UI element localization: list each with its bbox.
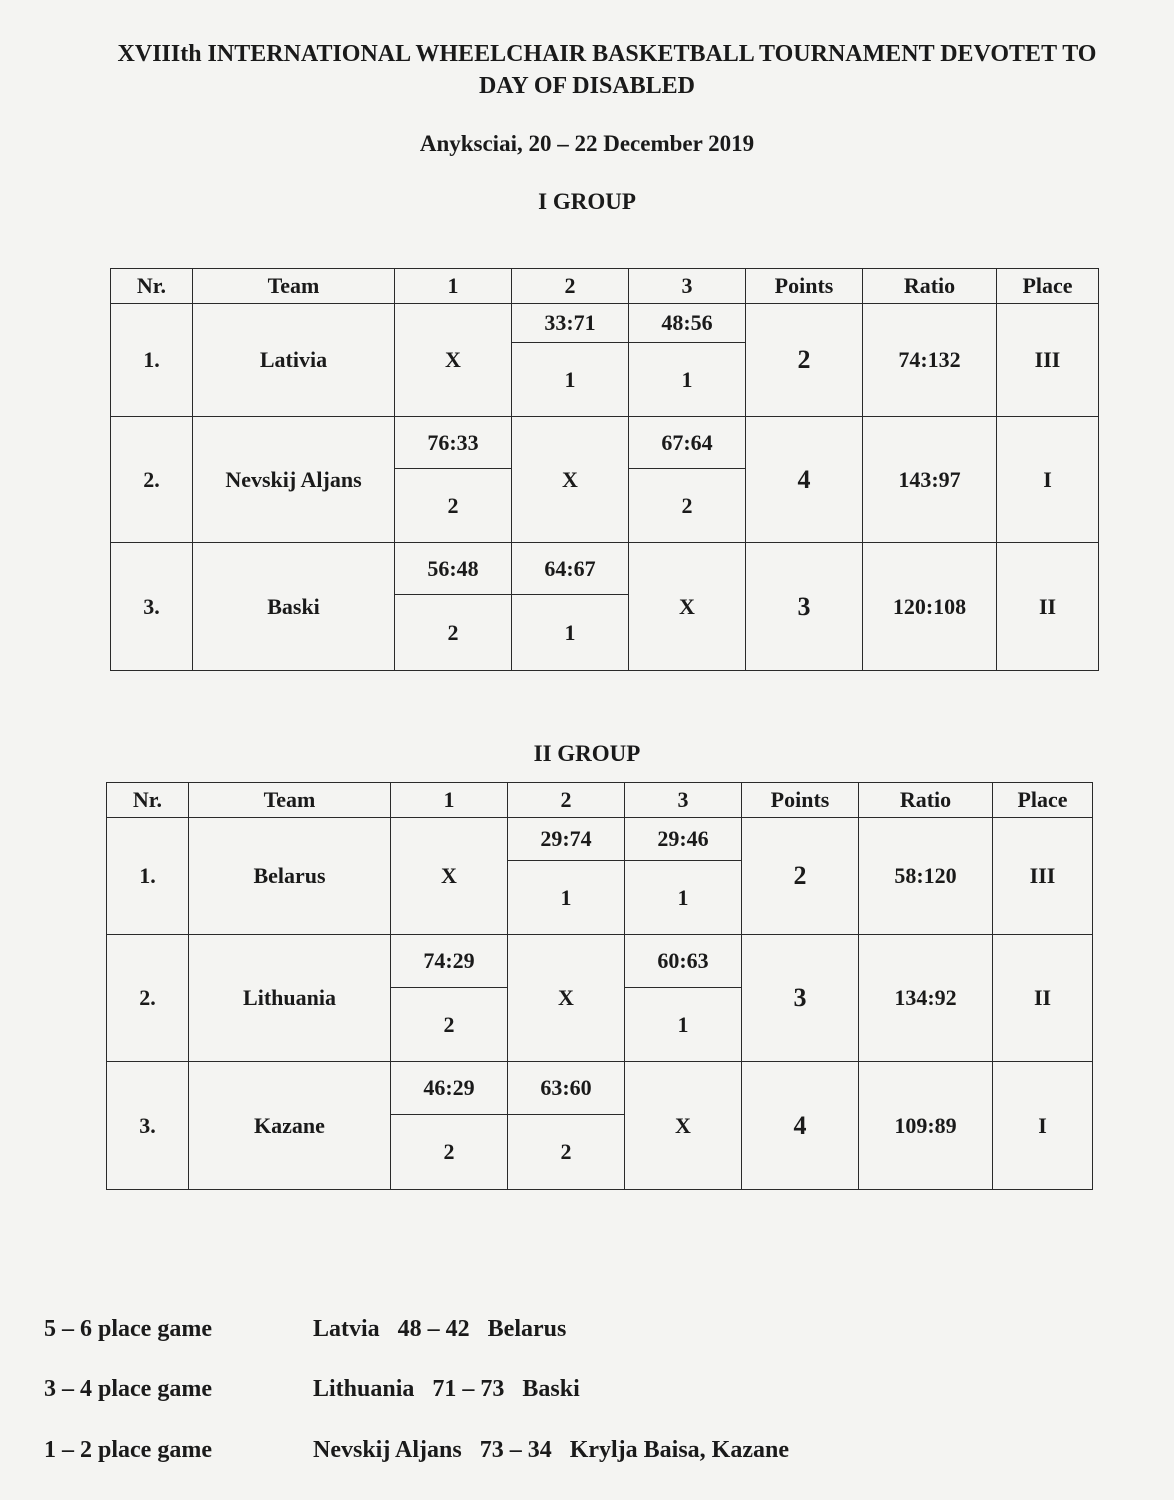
- header-team: Team: [189, 783, 391, 818]
- row-points: 3: [746, 543, 863, 671]
- row-place: I: [997, 417, 1099, 543]
- cell-score: 64:67: [512, 543, 629, 595]
- row-place: II: [993, 935, 1093, 1062]
- cell-points: 2: [395, 469, 512, 543]
- row-nr: 1.: [111, 304, 193, 417]
- placement-game-result: Latvia 48 – 42 Belarus: [313, 1316, 567, 1342]
- cell-score: 33:71: [512, 304, 629, 343]
- cell-self-x: X: [508, 935, 625, 1062]
- group1-table: [110, 268, 1099, 671]
- document-subtitle: Anyksciai, 20 – 22 December 2019: [419, 131, 755, 156]
- row-team: Kazane: [189, 1062, 391, 1190]
- row-place: I: [993, 1062, 1093, 1190]
- row-ratio: 143:97: [863, 417, 997, 543]
- cell-score: 29:74: [508, 818, 625, 861]
- row-team: Belarus: [189, 818, 391, 935]
- cell-points: 2: [391, 988, 508, 1062]
- table-header-row: [107, 783, 1093, 818]
- cell-points: 1: [512, 343, 629, 417]
- cell-score: 48:56: [629, 304, 746, 343]
- cell-points: 2: [508, 1115, 625, 1190]
- table-row: [107, 935, 1093, 988]
- row-points: 4: [746, 417, 863, 543]
- row-place: III: [997, 304, 1099, 417]
- header-points: Points: [746, 269, 863, 304]
- header-ratio: Ratio: [859, 783, 993, 818]
- row-nr: 1.: [107, 818, 189, 935]
- header-game-2: 2: [508, 783, 625, 818]
- row-team: Lithuania: [189, 935, 391, 1062]
- row-team: Baski: [193, 543, 395, 671]
- row-team: Nevskij Aljans: [193, 417, 395, 543]
- cell-self-x: X: [395, 304, 512, 417]
- header-team: Team: [193, 269, 395, 304]
- cell-points: 2: [391, 1115, 508, 1190]
- row-nr: 3.: [107, 1062, 189, 1190]
- group2-table: [106, 782, 1093, 1190]
- cell-points: 1: [625, 861, 742, 935]
- cell-points: 1: [629, 343, 746, 417]
- header-nr: Nr.: [111, 269, 193, 304]
- row-nr: 2.: [107, 935, 189, 1062]
- cell-self-x: X: [629, 543, 746, 671]
- placement-game-label: 5 – 6 place game: [44, 1316, 212, 1342]
- table-row: [111, 304, 1099, 343]
- cell-score: 76:33: [395, 417, 512, 469]
- row-team: Lativia: [193, 304, 395, 417]
- group2-heading: II GROUP: [533, 741, 641, 766]
- cell-score: 60:63: [625, 935, 742, 988]
- row-ratio: 74:132: [863, 304, 997, 417]
- row-ratio: 134:92: [859, 935, 993, 1062]
- placement-game-label: 1 – 2 place game: [44, 1437, 212, 1463]
- cell-points: 2: [395, 595, 512, 671]
- document-title-line1: XVIIIth INTERNATIONAL WHEELCHAIR BASKETBALL TOURNAMENT DEVOTET TO: [117, 41, 1097, 67]
- cell-points: 1: [508, 861, 625, 935]
- row-ratio: 58:120: [859, 818, 993, 935]
- placement-game-label: 3 – 4 place game: [44, 1376, 212, 1402]
- row-nr: 2.: [111, 417, 193, 543]
- table-row: [107, 1062, 1093, 1115]
- header-place: Place: [993, 783, 1093, 818]
- row-points: 2: [746, 304, 863, 417]
- header-game-1: 1: [395, 269, 512, 304]
- cell-points: 2: [629, 469, 746, 543]
- cell-score: 74:29: [391, 935, 508, 988]
- header-nr: Nr.: [107, 783, 189, 818]
- header-game-2: 2: [512, 269, 629, 304]
- table-row: [111, 543, 1099, 595]
- table-row: [111, 417, 1099, 469]
- group1-heading: I GROUP: [538, 189, 636, 214]
- row-nr: 3.: [111, 543, 193, 671]
- header-ratio: Ratio: [863, 269, 997, 304]
- cell-score: 46:29: [391, 1062, 508, 1115]
- row-place: II: [997, 543, 1099, 671]
- header-game-1: 1: [391, 783, 508, 818]
- row-place: III: [993, 818, 1093, 935]
- header-game-3: 3: [629, 269, 746, 304]
- placement-game-result: Lithuania 71 – 73 Baski: [313, 1376, 580, 1402]
- cell-score: 29:46: [625, 818, 742, 861]
- cell-points: 1: [512, 595, 629, 671]
- cell-self-x: X: [391, 818, 508, 935]
- cell-self-x: X: [625, 1062, 742, 1190]
- cell-score: 56:48: [395, 543, 512, 595]
- placement-game-result: Nevskij Aljans 73 – 34 Krylja Baisa, Kazane: [313, 1437, 790, 1463]
- row-points: 2: [742, 818, 859, 935]
- header-place: Place: [997, 269, 1099, 304]
- row-points: 4: [742, 1062, 859, 1190]
- cell-score: 67:64: [629, 417, 746, 469]
- row-points: 3: [742, 935, 859, 1062]
- header-game-3: 3: [625, 783, 742, 818]
- header-points: Points: [742, 783, 859, 818]
- cell-points: 1: [625, 988, 742, 1062]
- row-ratio: 120:108: [863, 543, 997, 671]
- document-title-line2: DAY OF DISABLED: [478, 73, 696, 99]
- row-ratio: 109:89: [859, 1062, 993, 1190]
- cell-self-x: X: [512, 417, 629, 543]
- table-row: [107, 818, 1093, 861]
- cell-score: 63:60: [508, 1062, 625, 1115]
- table-header-row: [111, 269, 1099, 304]
